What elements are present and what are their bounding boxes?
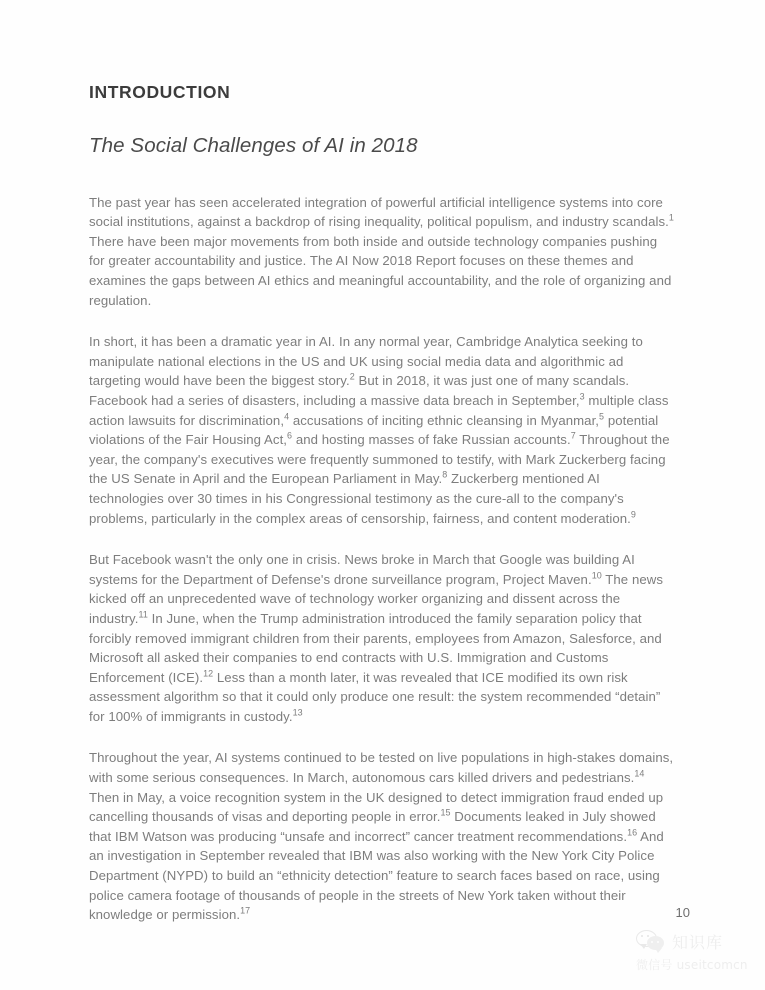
- footnote-marker: 1: [668, 212, 674, 223]
- footnote-marker: 12: [203, 668, 214, 679]
- footnote-marker: 17: [240, 905, 251, 916]
- page-number: 10: [675, 905, 690, 920]
- footnote-marker: 10: [591, 570, 602, 581]
- footnote-marker: 2: [349, 371, 355, 382]
- footnote-marker: 13: [292, 707, 303, 718]
- document-content: [89, 82, 675, 925]
- page-title: INTRODUCTION: [89, 82, 231, 102]
- watermark-title: 知识库: [672, 932, 724, 952]
- footnote-marker: 5: [599, 411, 605, 422]
- section-subtitle: The Social Challenges of AI in 2018: [89, 134, 418, 157]
- footnote-marker: 11: [138, 609, 148, 620]
- footnote-marker: 4: [284, 411, 290, 422]
- footnote-marker: 15: [440, 807, 451, 818]
- wechat-icon: [636, 930, 666, 952]
- footnote-marker: 9: [630, 509, 636, 520]
- watermark-subtitle: 微信号 useitcomcn: [636, 958, 748, 972]
- body-paragraph: But Facebook wasn't the only one in crisis. News broke in March that Google was building AI systems for the Department of Defense's drone surveillance program, Project Maven.$^{10}$ The news kicked off an unprecedented wave of technology worker organizing and dissent across the industry.$^{11}$ In June, when the Trump administration introduced the family separation policy that forcibly removed immigrant children from their parents, employees from Amazon, Salesforce, and Microsoft all asked their companies to end contracts with U.S. Immigration and Customs Enforcement (ICE).$^{12}$ Less than a month later, it was revealed that ICE modified its own risk assessment algorithm so that it could only produce one result: the system recommended “detain” for 100% of immigrants in custody.$^{13}$: [89, 552, 663, 724]
- footnote-marker: 16: [627, 827, 638, 838]
- footnote-marker: 6: [287, 430, 293, 441]
- footnote-marker: 8: [442, 469, 448, 480]
- body-paragraph: The past year has seen accelerated integration of powerful artificial intelligence systems into core social institutions, against a backdrop of rising inequality, political populism, and industry scandals.$^1$ There have been major movements from both inside and outside technology companies pushing for greater accountability and justice. The AI Now 2018 Report focuses on these themes and examines the gaps between AI ethics and meaningful accountability, and the role of organizing and regulation.: [89, 194, 674, 308]
- footnote-marker: 14: [634, 768, 645, 779]
- footnote-marker: 3: [579, 391, 585, 402]
- body-paragraph: Throughout the year, AI systems continued to be tested on live populations in high-stakes domains, with some serious consequences. In March, autonomous cars killed drivers and pedestrians.$^{14}$ Then in May, a voice recognition system in the UK designed to detect immigration fraud ended up cancelling thousands of visas and deporting people in error.$^{15}$ Documents leaked in July showed that IBM Watson was producing “unsafe and incorrect” cancer treatment recommendations.$^{16}$ And an investigation in September revealed that IBM was also working with the New York City Police Department (NYPD) to build an “ethnicity detection” feature to search faces based on race, using police camera footage of thousands of people in the streets of New York taken without their knowledge or permission.$^{17}$: [89, 750, 674, 923]
- footnote-marker: 7: [570, 430, 576, 441]
- watermark-row: [636, 928, 765, 954]
- paragraph-list: [89, 193, 675, 925]
- body-paragraph: In short, it has been a dramatic year in AI. In any normal year, Cambridge Analytica seeking to manipulate national elections in the US and UK using social media data and algorithmic ad targeting would have been the biggest story.$^2$ But in 2018, it was just one of many scandals. Facebook had a series of disasters, including a massive data breach in September,$^3$ multiple class action lawsuits for discrimination,$^4$ accusations of inciting ethnic cleansing in Myanmar,$^5$ potential violations of the Fair Housing Act,$^6$ and hosting masses of fake Russian accounts.$^7$ Throughout the year, the company's executives were frequently summoned to testify, with Mark Zuckerberg facing the US Senate in April and the European Parliament in May.$^8$ Zuckerberg mentioned AI technologies over 30 times in his Congressional testimony as the cure-all to the company's problems, particularly in the complex areas of censorship, fairness, and content moderation.$^9$: [89, 334, 670, 526]
- watermark: [636, 928, 765, 984]
